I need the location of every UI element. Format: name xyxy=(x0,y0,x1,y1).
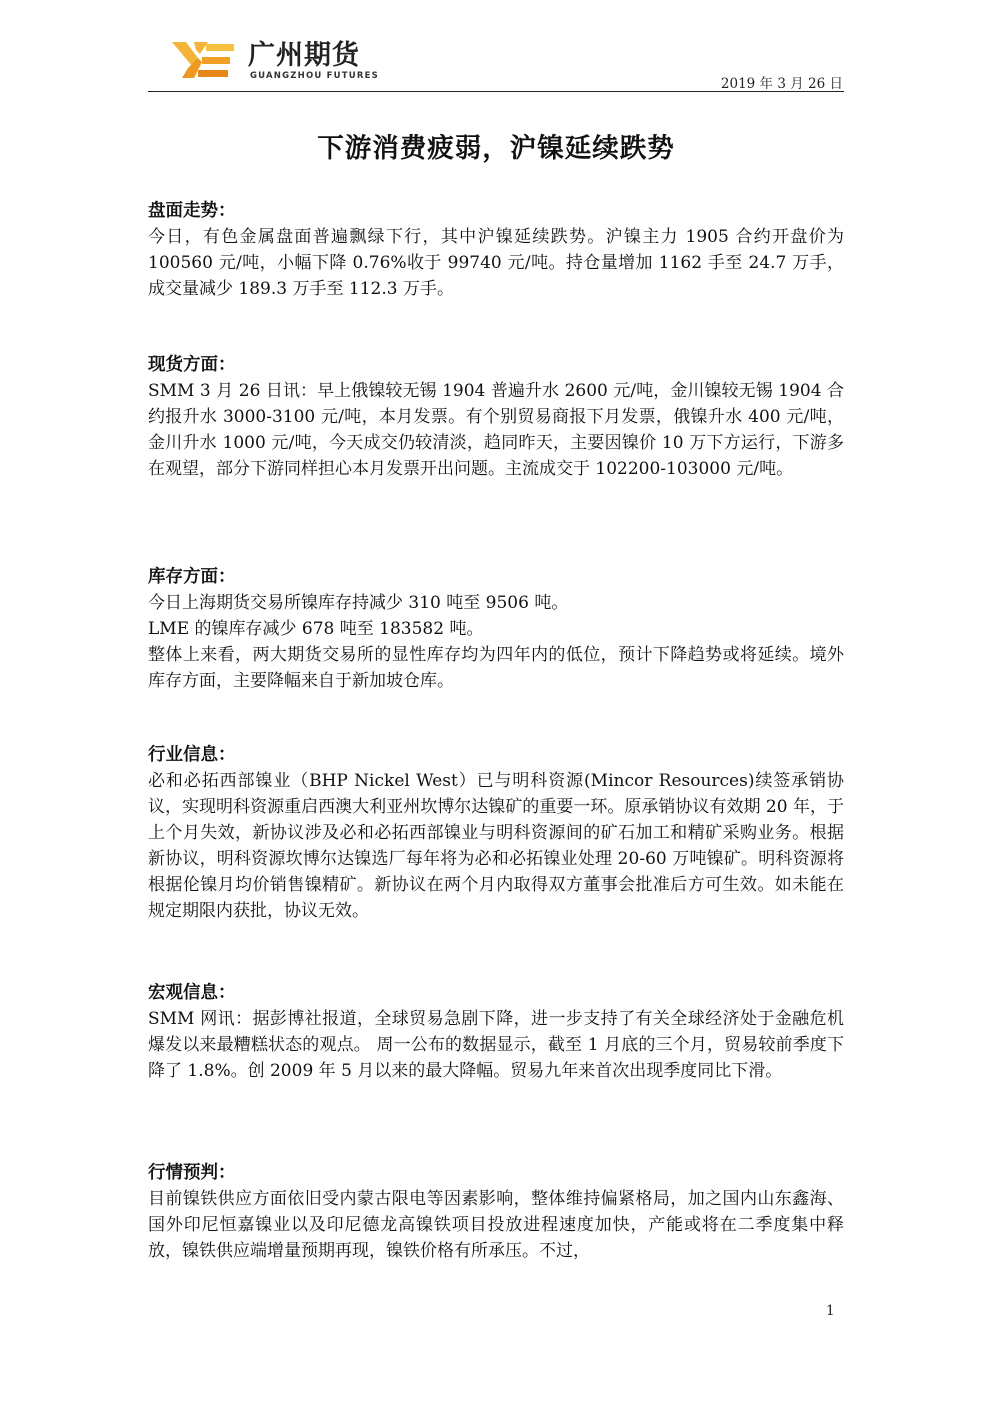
section-heading: 现货方面： xyxy=(148,355,236,375)
section-market-outlook xyxy=(148,1160,844,1264)
section-paragraph: 今日，有色金属盘面普遍飘绿下行，其中沪镍延续跌势。沪镍主力 1905 合约开盘价为 100560 元/吨，小幅下降 0.76%收于 99740 元/吨。持仓量增加 1162 手至 24.7 万手，成交量减少 189.3 万手至 112.3 万手。 xyxy=(148,227,844,299)
section-paragraph: 今日上海期货交易所镍库存持减少 310 吨至 9506 吨。 xyxy=(148,593,569,613)
section-paragraph: LME 的镍库存减少 678 吨至 183582 吨。 xyxy=(148,619,484,639)
section-paragraph: SMM 3 月 26 日讯：早上俄镍较无锡 1904 普遍升水 2600 元/吨，金川镍较无锡 1904 合约报升水 3000-3100 元/吨，本月发票。有个别贸易商报下月发票，俄镍升水 400 元/吨，金川升水 1000 元/吨，今天成交仍较清淡，趋同昨天，主要因镍价 10 万下方运行，下游多在观望，部分下游同样担心本月发票开出问题。主流成交于 102200-103000 元/吨。 xyxy=(148,381,844,479)
section-heading: 行情预判： xyxy=(148,1163,236,1183)
document-title: 下游消费疲弱，沪镍延续跌势 xyxy=(317,133,675,164)
report-date: 2019 年 3 月 26 日 xyxy=(720,76,843,92)
section-paragraph: 必和必拓西部镍业（BHP Nickel West）已与明科资源(Mincor Resources)续签承销协议，实现明科资源重启西澳大利亚州坎博尔达镍矿的重要一环。原承销协议有效期 20 年，于上个月失效，新协议涉及必和必拓西部镍业与明科资源间的矿石加工和精矿采购业务。根据新协议，明科资源坎博尔达镍选厂每年将为必和必拓镍业处理 20-60 万吨镍矿。明科资源将根据伦镍月均价销售镍精矿。新协议在两个月内取得双方董事会批准后方可生效。如未能在规定期限内获批，协议无效。 xyxy=(148,771,844,921)
section-spot-market xyxy=(148,352,844,482)
section-heading: 行业信息： xyxy=(148,745,236,765)
section-heading: 盘面走势： xyxy=(148,201,236,221)
section-paragraph: SMM 网讯：据彭博社报道，全球贸易急剧下降，进一步支持了有关全球经济处于金融危机爆发以来最糟糕状态的观点。 周一公布的数据显示，截至 1 月底的三个月，贸易较前季度下降了 1.8%。创 2009 年 5 月以来的最大降幅。贸易九年来首次出现季度同比下滑。 xyxy=(148,1009,844,1081)
section-paragraph: 目前镍铁供应方面依旧受内蒙古限电等因素影响，整体维持偏紧格局，加之国内山东鑫海、国外印尼恒嘉镍业以及印尼德龙高镍铁项目投放进程速度加快，产能或将在二季度集中释放，镍铁供应端增量预期再现，镍铁价格有所承压。不过， xyxy=(148,1189,844,1261)
logo-english-name: GUANGZHOU FUTURES xyxy=(250,71,379,81)
section-paragraph: 整体上来看，两大期货交易所的显性库存均为四年内的低位，预计下降趋势或将延续。境外库存方面，主要降幅来自于新加坡仓库。 xyxy=(148,645,844,691)
company-logo xyxy=(172,40,392,82)
section-inventory xyxy=(148,564,844,694)
section-heading: 宏观信息： xyxy=(148,983,236,1003)
logo-chinese-name: 广州期货 xyxy=(248,40,360,71)
section-industry-news xyxy=(148,742,844,924)
section-heading: 库存方面： xyxy=(148,567,236,587)
section-macro-news xyxy=(148,980,844,1084)
section-market-trend xyxy=(148,198,844,302)
header-divider xyxy=(148,91,844,92)
guangzhou-futures-logo-icon xyxy=(172,40,236,80)
page-number: 1 xyxy=(826,1303,835,1319)
